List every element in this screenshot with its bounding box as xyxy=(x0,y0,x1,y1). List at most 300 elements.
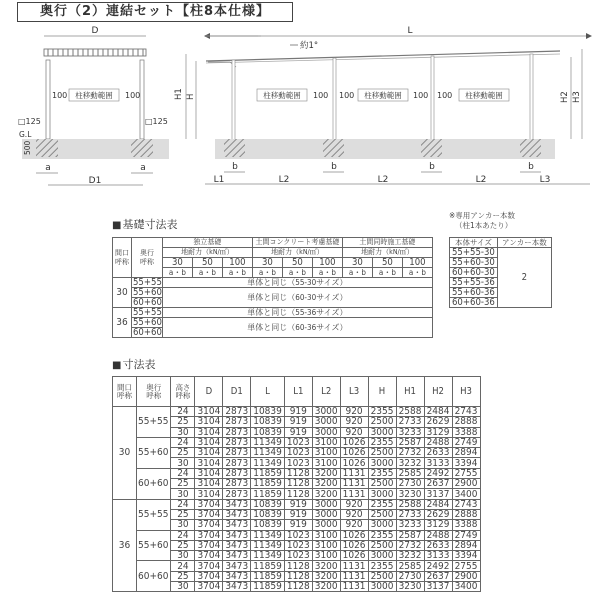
label-D: D xyxy=(91,26,99,36)
value-cell: 1131 xyxy=(340,582,368,592)
value-cell: 11349 xyxy=(251,551,285,561)
frontage-cell: 30 xyxy=(113,407,137,500)
value-cell: 2900 xyxy=(452,571,480,581)
svg-text:L1: L1 xyxy=(213,175,225,185)
value-cell: 2873 xyxy=(223,437,251,447)
svg-text:L: L xyxy=(407,26,413,36)
value-cell: 2492 xyxy=(424,468,452,478)
value-cell: 2500 xyxy=(368,571,396,581)
header-bearing-value: 30 xyxy=(162,258,192,268)
value-cell: 1026 xyxy=(340,448,368,458)
value-cell: 25 xyxy=(171,448,195,458)
value-cell: 3200 xyxy=(312,561,340,571)
value-cell: 2873 xyxy=(223,458,251,468)
page-title: 奥行（2）連結セット【柱8本仕様】 xyxy=(17,2,293,22)
svg-text:G.L: G.L xyxy=(19,130,32,139)
value-cell: 1131 xyxy=(340,489,368,499)
depth-cell: 55+55 xyxy=(133,277,162,288)
value-cell: 3100 xyxy=(312,551,340,561)
header-bearing-value: 100 xyxy=(402,258,432,268)
value-cell: 2629 xyxy=(424,509,452,519)
depth-cell: 55+60 xyxy=(133,287,162,298)
value-cell: 1026 xyxy=(340,530,368,540)
value-cell: 3200 xyxy=(312,582,340,592)
value-cell: 3000 xyxy=(312,427,340,437)
value-cell: 2733 xyxy=(396,417,424,427)
dim-header: H3 xyxy=(452,377,480,407)
value-cell: 3388 xyxy=(452,520,480,530)
depth-cell: 55+60 xyxy=(137,437,171,468)
table-row xyxy=(113,437,481,447)
value-cell: 24 xyxy=(171,407,195,417)
header-ab: a・b xyxy=(372,268,402,278)
table-row xyxy=(113,407,481,417)
value-cell: 3000 xyxy=(368,582,396,592)
svg-text:L2: L2 xyxy=(475,175,487,185)
value-cell: 2355 xyxy=(368,530,396,540)
svg-text:100: 100 xyxy=(413,91,429,100)
value-cell: 2355 xyxy=(368,468,396,478)
value-cell: 2888 xyxy=(452,509,480,519)
value-cell: 2749 xyxy=(452,437,480,447)
value-cell: 2588 xyxy=(396,407,424,417)
value-cell: 2488 xyxy=(424,437,452,447)
value-cell: 3137 xyxy=(424,489,452,499)
value-cell: 2733 xyxy=(396,509,424,519)
value-cell: 1128 xyxy=(284,489,312,499)
dim-header: L1 xyxy=(284,377,312,407)
value-cell: 3133 xyxy=(424,458,452,468)
value-cell: 11859 xyxy=(251,582,285,592)
value-cell: 2585 xyxy=(396,561,424,571)
header-ab: a・b xyxy=(282,268,312,278)
value-cell: 3473 xyxy=(223,582,251,592)
svg-text:柱移動範囲: 柱移動範囲 xyxy=(465,91,503,100)
table-row xyxy=(113,561,481,571)
depth-cell: 55+60 xyxy=(133,317,162,328)
header-foundation-type: 独立基礎 xyxy=(162,238,252,248)
value-cell: 3000 xyxy=(368,551,396,561)
value-cell: 3137 xyxy=(424,582,452,592)
value-cell: 3129 xyxy=(424,520,452,530)
value-cell: 2355 xyxy=(368,437,396,447)
svg-text:b: b xyxy=(429,162,435,172)
dimension-section-title: ■ 寸法表 xyxy=(112,356,155,372)
value-cell: 3388 xyxy=(452,427,480,437)
value-cell: 3473 xyxy=(223,551,251,561)
table-row xyxy=(113,308,433,318)
header-bearing: 地耐力（kN/㎡） xyxy=(252,248,342,258)
value-cell: 2749 xyxy=(452,530,480,540)
value-cell: 3104 xyxy=(195,427,223,437)
value-cell: 30 xyxy=(171,551,195,561)
value-cell: 3100 xyxy=(312,530,340,540)
value-cell: 3233 xyxy=(396,520,424,530)
value-cell: 2500 xyxy=(368,448,396,458)
value-cell: 3000 xyxy=(368,427,396,437)
value-cell: 3473 xyxy=(223,540,251,550)
value-cell: 3704 xyxy=(195,520,223,530)
svg-text:b: b xyxy=(232,162,238,172)
value-cell: 2629 xyxy=(424,417,452,427)
svg-text:L2: L2 xyxy=(278,175,290,185)
value-cell: 2873 xyxy=(223,448,251,458)
header-bearing-value: 50 xyxy=(282,258,312,268)
value-cell: 3704 xyxy=(195,561,223,571)
value-cell: 1023 xyxy=(284,530,312,540)
value-cell: 2730 xyxy=(396,479,424,489)
svg-text:b: b xyxy=(528,162,534,172)
value-cell: 3473 xyxy=(223,509,251,519)
svg-text:L3: L3 xyxy=(539,175,551,185)
anchor-size-cell: 60+60-36 xyxy=(450,298,498,308)
value-cell: 1128 xyxy=(284,468,312,478)
value-cell: 1023 xyxy=(284,551,312,561)
value-cell: 30 xyxy=(171,582,195,592)
depth-cell: 55+55 xyxy=(137,499,171,530)
value-cell: 11859 xyxy=(251,561,285,571)
value-cell: 3704 xyxy=(195,530,223,540)
frontage-cell: 36 xyxy=(113,308,132,338)
value-cell: 3000 xyxy=(312,417,340,427)
value-cell: 3232 xyxy=(396,458,424,468)
table-row xyxy=(113,288,433,298)
value-cell: 11859 xyxy=(251,571,285,581)
value-cell: 2484 xyxy=(424,407,452,417)
frontage-cell: 30 xyxy=(113,278,132,308)
value-cell: 3000 xyxy=(368,489,396,499)
value-cell: 2894 xyxy=(452,448,480,458)
svg-text:約1°: 約1° xyxy=(300,41,319,51)
svg-text:100: 100 xyxy=(125,91,141,100)
dim-header: L2 xyxy=(312,377,340,407)
value-cell: 919 xyxy=(284,499,312,509)
value-cell: 11349 xyxy=(251,437,285,447)
value-cell: 25 xyxy=(171,509,195,519)
value-cell: 919 xyxy=(284,407,312,417)
value-cell: 2732 xyxy=(396,540,424,550)
value-cell: 11859 xyxy=(251,468,285,478)
header-bearing: 地耐力（kN/㎡） xyxy=(342,248,432,258)
svg-text:b: b xyxy=(331,162,337,172)
header-bearing-value: 50 xyxy=(372,258,402,268)
value-cell: 3200 xyxy=(312,479,340,489)
depth-cell: 60+60 xyxy=(137,468,171,499)
value-cell: 3473 xyxy=(223,561,251,571)
value-cell: 2637 xyxy=(424,479,452,489)
value-cell: 1023 xyxy=(284,540,312,550)
value-cell: 1026 xyxy=(340,551,368,561)
header-bearing-value: 100 xyxy=(222,258,252,268)
table-row xyxy=(113,318,433,328)
value-cell: 2888 xyxy=(452,417,480,427)
value-cell: 2500 xyxy=(368,417,396,427)
value-cell: 1026 xyxy=(340,458,368,468)
value-cell: 3104 xyxy=(195,437,223,447)
header-ab: a・b xyxy=(162,268,192,278)
value-cell: 3000 xyxy=(312,509,340,519)
value-cell: 3400 xyxy=(452,489,480,499)
depth-cell: 60+60 xyxy=(137,561,171,592)
value-cell: 24 xyxy=(171,530,195,540)
value-cell: 920 xyxy=(340,520,368,530)
header-bearing: 地耐力（kN/㎡） xyxy=(162,248,252,258)
header-foundation-type: 土間同時施工基礎 xyxy=(342,238,432,248)
header-depth: 奥行 呼称 xyxy=(132,238,163,278)
value-cell: 919 xyxy=(284,520,312,530)
dim-header: D xyxy=(195,377,223,407)
svg-text:100: 100 xyxy=(437,91,453,100)
note-cell: 単体と同じ（60-36サイズ） xyxy=(162,318,432,338)
svg-text:500: 500 xyxy=(23,140,32,155)
note-cell: 単体と同じ（55-30サイズ） xyxy=(162,278,432,288)
value-cell: 3704 xyxy=(195,499,223,509)
value-cell: 3704 xyxy=(195,571,223,581)
value-cell: 1131 xyxy=(340,468,368,478)
value-cell: 1128 xyxy=(284,561,312,571)
side-view-diagram xyxy=(18,26,169,186)
value-cell: 30 xyxy=(171,458,195,468)
svg-text:H: H xyxy=(186,93,196,100)
anchor-header: アンカー本数 xyxy=(497,238,551,248)
value-cell: 3200 xyxy=(312,571,340,581)
value-cell: 3200 xyxy=(312,468,340,478)
note-cell: 単体と同じ（55-36サイズ） xyxy=(162,308,432,318)
header-ab: a・b xyxy=(402,268,432,278)
value-cell: 10839 xyxy=(251,509,285,519)
value-cell: 1026 xyxy=(340,437,368,447)
anchor-size-cell: 60+60-30 xyxy=(450,268,498,278)
value-cell: 3473 xyxy=(223,571,251,581)
header-foundation-type: 土間コンクリート考慮基礎 xyxy=(252,238,342,248)
value-cell: 3704 xyxy=(195,540,223,550)
value-cell: 2355 xyxy=(368,561,396,571)
table-row xyxy=(113,530,481,540)
value-cell: 3129 xyxy=(424,427,452,437)
value-cell: 919 xyxy=(284,509,312,519)
value-cell: 920 xyxy=(340,499,368,509)
header-ab: a・b xyxy=(192,268,222,278)
value-cell: 3000 xyxy=(368,458,396,468)
svg-text:100: 100 xyxy=(339,91,355,100)
value-cell: 2633 xyxy=(424,448,452,458)
value-cell: 3704 xyxy=(195,551,223,561)
foundation-table xyxy=(112,237,433,338)
value-cell: 3473 xyxy=(223,520,251,530)
table-row xyxy=(113,468,481,478)
value-cell: 2743 xyxy=(452,499,480,509)
value-cell: 2873 xyxy=(223,468,251,478)
anchor-count-cell: 2 xyxy=(497,248,551,308)
svg-text:□125: □125 xyxy=(145,117,168,126)
anchor-size-cell: 55+55-30 xyxy=(450,248,498,258)
value-cell: 2755 xyxy=(452,561,480,571)
anchor-header: 本体サイズ xyxy=(450,238,498,248)
value-cell: 2355 xyxy=(368,499,396,509)
value-cell: 1128 xyxy=(284,479,312,489)
value-cell: 1131 xyxy=(340,571,368,581)
svg-text:a: a xyxy=(45,163,51,173)
depth-cell: 60+60 xyxy=(133,327,162,338)
value-cell: 3104 xyxy=(195,417,223,427)
dim-header: D1 xyxy=(223,377,251,407)
value-cell: 3394 xyxy=(452,458,480,468)
dim-header: 間口 呼称 xyxy=(113,377,137,407)
depth-cell: 55+55 xyxy=(137,407,171,438)
note-cell: 単体と同じ（60-30サイズ） xyxy=(162,288,432,308)
value-cell: 2633 xyxy=(424,540,452,550)
value-cell: 3233 xyxy=(396,427,424,437)
value-cell: 11859 xyxy=(251,489,285,499)
value-cell: 3200 xyxy=(312,489,340,499)
value-cell: 2585 xyxy=(396,468,424,478)
svg-text:□125: □125 xyxy=(18,117,41,126)
value-cell: 11349 xyxy=(251,540,285,550)
value-cell: 2355 xyxy=(368,407,396,417)
depth-cell: 55+55 xyxy=(133,307,162,318)
svg-text:柱移動範囲: 柱移動範囲 xyxy=(364,91,402,100)
value-cell: 24 xyxy=(171,468,195,478)
dim-header: H xyxy=(368,377,396,407)
value-cell: 3104 xyxy=(195,479,223,489)
header-ab: a・b xyxy=(222,268,252,278)
value-cell: 2500 xyxy=(368,479,396,489)
table-row xyxy=(113,278,433,288)
value-cell: 1026 xyxy=(340,540,368,550)
header-bearing-value: 30 xyxy=(252,258,282,268)
value-cell: 10839 xyxy=(251,427,285,437)
value-cell: 919 xyxy=(284,427,312,437)
value-cell: 1023 xyxy=(284,458,312,468)
value-cell: 3104 xyxy=(195,468,223,478)
value-cell: 1128 xyxy=(284,582,312,592)
value-cell: 3704 xyxy=(195,509,223,519)
anchor-note: ※専用アンカー本数 （柱1本あたり） xyxy=(449,211,515,230)
value-cell: 2755 xyxy=(452,468,480,478)
value-cell: 3104 xyxy=(195,448,223,458)
value-cell: 920 xyxy=(340,427,368,437)
value-cell: 10839 xyxy=(251,499,285,509)
value-cell: 25 xyxy=(171,479,195,489)
value-cell: 3133 xyxy=(424,551,452,561)
value-cell: 2873 xyxy=(223,427,251,437)
value-cell: 3473 xyxy=(223,530,251,540)
svg-text:H2: H2 xyxy=(560,91,570,103)
svg-text:H1: H1 xyxy=(174,88,184,100)
value-cell: 3230 xyxy=(396,582,424,592)
svg-text:100: 100 xyxy=(313,91,329,100)
value-cell: 30 xyxy=(171,427,195,437)
dim-header: L xyxy=(251,377,285,407)
value-cell: 3104 xyxy=(195,407,223,417)
value-cell: 2873 xyxy=(223,489,251,499)
value-cell: 3232 xyxy=(396,551,424,561)
value-cell: 3704 xyxy=(195,582,223,592)
svg-text:100: 100 xyxy=(52,91,68,100)
value-cell: 11859 xyxy=(251,479,285,489)
header-bearing-value: 100 xyxy=(312,258,342,268)
svg-text:D1: D1 xyxy=(88,176,102,186)
value-cell: 3000 xyxy=(312,407,340,417)
dim-header: H2 xyxy=(424,377,452,407)
value-cell: 10839 xyxy=(251,417,285,427)
value-cell: 3104 xyxy=(195,489,223,499)
table-row xyxy=(450,248,552,258)
svg-text:柱移動範囲: 柱移動範囲 xyxy=(263,91,301,100)
value-cell: 24 xyxy=(171,437,195,447)
value-cell: 2873 xyxy=(223,407,251,417)
foundation-section-title: ■ 基礎寸法表 xyxy=(112,216,177,232)
value-cell: 3394 xyxy=(452,551,480,561)
value-cell: 30 xyxy=(171,489,195,499)
header-bearing-value: 50 xyxy=(192,258,222,268)
value-cell: 11349 xyxy=(251,448,285,458)
dim-header: H1 xyxy=(396,377,424,407)
svg-text:H3: H3 xyxy=(572,91,582,103)
header-bearing-value: 30 xyxy=(342,258,372,268)
value-cell: 3473 xyxy=(223,499,251,509)
value-cell: 920 xyxy=(340,509,368,519)
value-cell: 2743 xyxy=(452,407,480,417)
value-cell: 2587 xyxy=(396,530,424,540)
anchor-size-cell: 55+55-36 xyxy=(450,278,498,288)
value-cell: 25 xyxy=(171,417,195,427)
value-cell: 1023 xyxy=(284,448,312,458)
value-cell: 1131 xyxy=(340,479,368,489)
svg-text:L2: L2 xyxy=(377,175,389,185)
value-cell: 24 xyxy=(171,561,195,571)
value-cell: 3000 xyxy=(312,520,340,530)
value-cell: 25 xyxy=(171,571,195,581)
value-cell: 3000 xyxy=(368,520,396,530)
header-ab: a・b xyxy=(252,268,282,278)
value-cell: 11349 xyxy=(251,458,285,468)
dim-header: 高さ 呼称 xyxy=(171,377,195,407)
value-cell: 2492 xyxy=(424,561,452,571)
value-cell: 2588 xyxy=(396,499,424,509)
header-ab: a・b xyxy=(312,268,342,278)
value-cell: 1128 xyxy=(284,571,312,581)
value-cell: 2730 xyxy=(396,571,424,581)
structure-diagram xyxy=(0,0,600,210)
value-cell: 30 xyxy=(171,520,195,530)
value-cell: 920 xyxy=(340,417,368,427)
depth-cell: 55+60 xyxy=(137,530,171,561)
value-cell: 2587 xyxy=(396,437,424,447)
value-cell: 2873 xyxy=(223,479,251,489)
value-cell: 3104 xyxy=(195,458,223,468)
value-cell: 1023 xyxy=(284,437,312,447)
value-cell: 1131 xyxy=(340,561,368,571)
value-cell: 920 xyxy=(340,407,368,417)
anchor-size-cell: 55+60-30 xyxy=(450,258,498,268)
value-cell: 10839 xyxy=(251,407,285,417)
value-cell: 2900 xyxy=(452,479,480,489)
value-cell: 2894 xyxy=(452,540,480,550)
value-cell: 2873 xyxy=(223,417,251,427)
value-cell: 11349 xyxy=(251,530,285,540)
range-label-left-diagram: 柱移動範囲 xyxy=(75,91,113,100)
value-cell: 3100 xyxy=(312,437,340,447)
dim-header: L3 xyxy=(340,377,368,407)
dim-header: 奥行 呼称 xyxy=(137,377,171,407)
value-cell: 3100 xyxy=(312,448,340,458)
header-ab: a・b xyxy=(342,268,372,278)
svg-text:a: a xyxy=(140,163,146,173)
value-cell: 3100 xyxy=(312,458,340,468)
value-cell: 3100 xyxy=(312,540,340,550)
value-cell: 3000 xyxy=(312,499,340,509)
